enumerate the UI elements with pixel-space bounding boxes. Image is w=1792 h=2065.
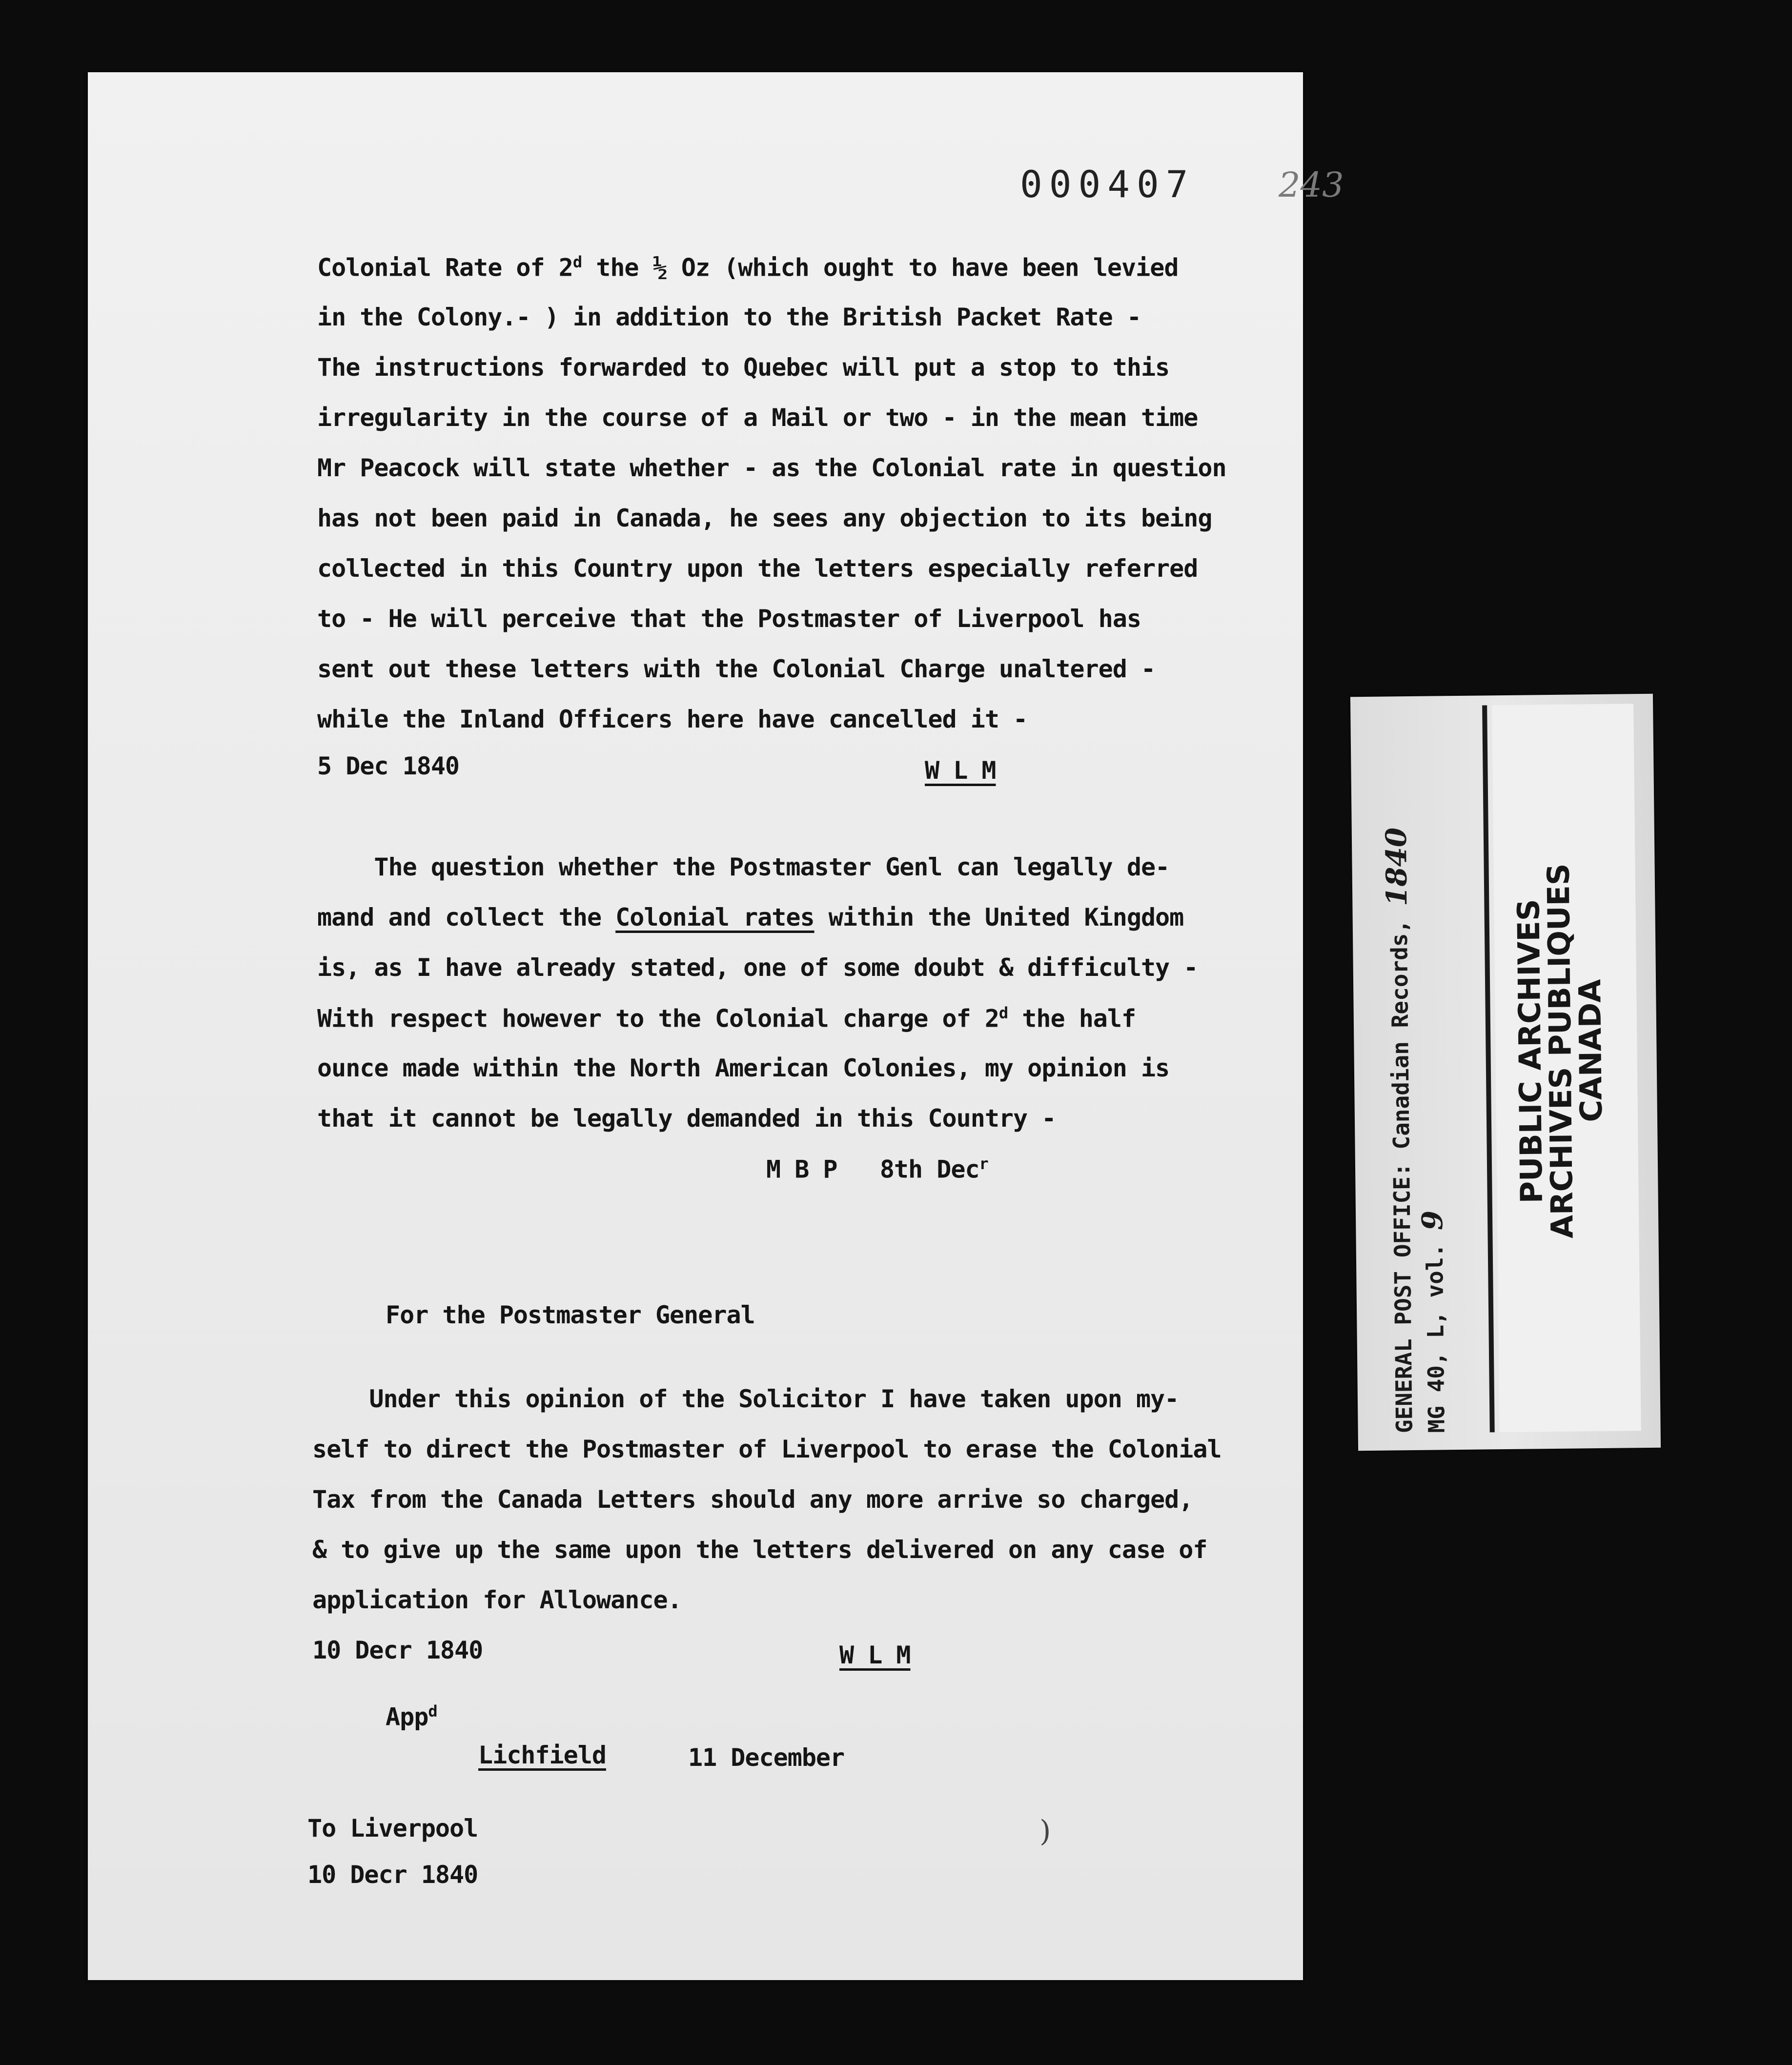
- p3-heading: For the Postmaster General: [386, 1301, 755, 1329]
- record-year: 1840: [1379, 827, 1414, 907]
- colonial-rates-underlined: Colonial rates: [615, 903, 815, 931]
- record-reference: GENERAL POST OFFICE: Canadian Records, 1840 MG 40, L, vol. 9: [1379, 827, 1450, 1434]
- p2-line-3: is, as I have already stated, one of some doubt & difficulty -: [317, 953, 1198, 982]
- p1-line-8: to - He will perceive that the Postmaster of Liverpool has: [317, 605, 1141, 633]
- p1-line-6: has not been paid in Canada, he sees any objection to its being: [317, 504, 1212, 532]
- p1-line-4: irregularity in the course of a Mail or two - in the mean time: [317, 404, 1198, 432]
- p3-initials: W L M: [839, 1641, 911, 1669]
- p1-line-1: Colonial Rate of 2$^d$ the ½ Oz (which ought to have been levied: [317, 253, 1179, 282]
- p3-line-1: Under this opinion of the Solicitor I have taken upon my-: [312, 1385, 1179, 1413]
- p2-line-6: that it cannot be legally demanded in this Country -: [317, 1104, 1056, 1133]
- p1-initials: W L M: [925, 756, 996, 785]
- p3-line-2: self to direct the Postmaster of Liverpool to erase the Colonial: [312, 1435, 1222, 1463]
- p2-line-5: ounce made within the North American Colonies, my opinion is: [317, 1054, 1170, 1082]
- p2-line-1: The question whether the Postmaster Genl can legally de-: [317, 853, 1170, 881]
- record-volume: 9: [1415, 1210, 1449, 1231]
- p1-line-3: The instructions forwarded to Quebec will put a stop to this: [317, 353, 1170, 382]
- footer-to: To Liverpool: [307, 1814, 478, 1842]
- p3-line-4: & to give up the same upon the letters delivered on any case of: [312, 1536, 1207, 1564]
- p2-signature: M B P 8th Dec$^r$: [766, 1154, 988, 1184]
- p1-line-10: while the Inland Officers here have cancelled it -: [317, 705, 1028, 733]
- p3-date: 10 Decr 1840: [312, 1636, 483, 1664]
- document-page: [88, 72, 1344, 1980]
- archive-label-card: [1350, 694, 1661, 1451]
- approval-label: App$^d$: [386, 1702, 437, 1731]
- p3-line-5: application for Allowance.: [312, 1586, 682, 1614]
- stamp-number: 000407: [1020, 162, 1195, 206]
- p1-date: 5 Dec 1840: [317, 752, 460, 780]
- approval-date: 11 December: [688, 1743, 845, 1772]
- p1-line-2: in the Colony.- ) in addition to the British Packet Rate -: [317, 303, 1141, 331]
- approval-name: Lichfield: [478, 1741, 606, 1769]
- p2-line-2: mand and collect the Colonial rates within the United Kingdom: [317, 903, 1184, 931]
- p2-line-4: With respect however to the Colonial charge of 2$^d$ the half: [317, 1004, 1136, 1033]
- archives-name: PUBLIC ARCHIVES ARCHIVES PUBLIQUES CANADA: [1510, 863, 1609, 1239]
- p1-line-5: Mr Peacock will state whether - as the Colonial rate in question: [317, 454, 1226, 482]
- p3-line-3: Tax from the Canada Letters should any more arrive so charged,: [312, 1485, 1193, 1514]
- p1-line-9: sent out these letters with the Colonial Charge unaltered -: [317, 655, 1156, 683]
- footer-date: 10 Decr 1840: [307, 1861, 478, 1889]
- folio-number: 243: [1279, 165, 1344, 205]
- stray-mark: ): [1039, 1814, 1051, 1848]
- p1-line-7: collected in this Country upon the letters especially referred: [317, 554, 1198, 583]
